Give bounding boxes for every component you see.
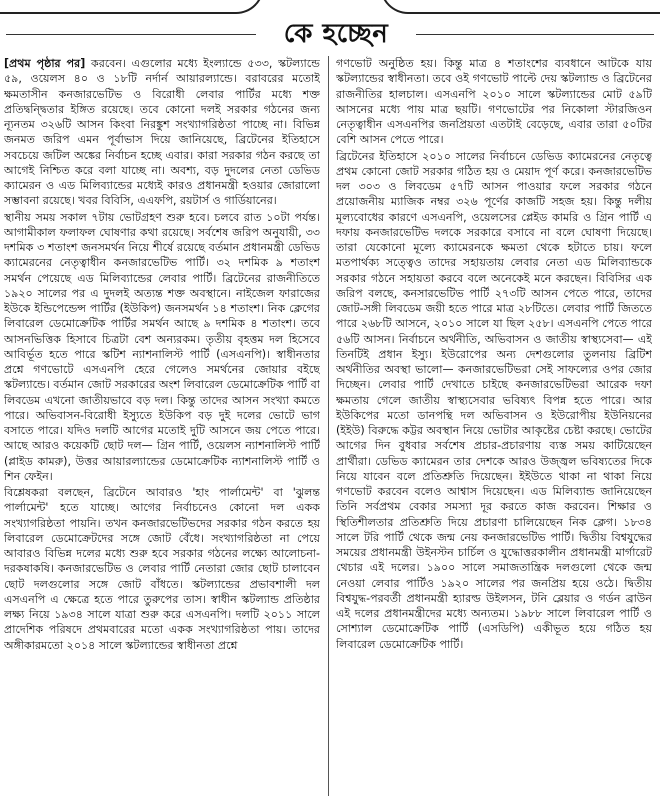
column-divider [328,56,329,796]
headline-rule-right [416,34,654,35]
top-border-arc-right [380,0,660,14]
article-paragraph: ব্রিটেনের ইতিহাসে ২০১০ সালের নির্বাচনে ডেভিড ক্যামেরনের নেতৃত্বে প্রথম কোনো জোট সরকার গঠিত হয় ও মেয়াদ পূর্ণ করে। কনজারভেটিভ দল ৩০৩ ও লিবডেম ৫৭টি আসন পাওয়ার ফলে সরকার গঠনে প্রয়োজনীয় ম্যাজিক নম্বর ৩২৬ পূর্ণের কাজটি সহজ হয়। কিন্তু দলীয় মূল্যবোধের কারণে এসএনপি, ওয়েলসের প্লেইড কামরি ও গ্রিন পার্টি এ দফায় কনজারভেটিভ দলকে সরকারে বসাবে না বলে ঘোষণা দিয়েছে। তারা যেকোনো মূল্যে ক্যামেরনকে ক্ষমতা থেকে হটাতে চায়। ফলে মতপার্থক্য সত্ত্বেও তাদের সহায়তায় লেবার নেতা এড মিলিব্যান্ডকে সরকার গঠনে সহায়তা করবে বলে অনেকেই মনে করছেন। বিবিসির এক জরিপ বলছে, কনসারভেটিভ পার্টি ২৭৩টি আসন পেতে পারে, তাদের জোট-সঙ্গী লিবডেম জয়ী হতে পারে মাত্র ২৮টিতে। লেবার পার্টি জিততে পারে ২৬৮টি আসনে, ২০১০ সালে যা ছিল ২৫৮। এসএনপি পেতে পারে ৫৬টি আসন। নির্বাচনে অর্থনীতি, অভিবাসন ও জাতীয় স্বাস্থ্যসেবা— এই তিনটিই প্রধান ইস্যু। ইউরোপের অন্য দেশগুলোর তুলনায় ব্রিটিশ অর্থনীতির অবস্থা ভালো— কনজারভেটিভরা সেই সাফল্যের ওপর জোর দিচ্ছেন। লেবার পার্টি দেখাতে চাইছে কনজারভেটিভরা আরেক দফা ক্ষমতায় গেলে জাতীয় স্বাস্থ্যসেবার ভবিষ্যৎ বিপন্ন হতে পারে। আর ইউকিপের মতো ডানপন্থি দল অভিবাসন ও ইউরোপীয় ইউনিয়নের (ইইউ) বিরুদ্ধে কট্টর অবস্থান নিয়ে ভোটার আকৃষ্টের চেষ্টা করছে। ভোটের আগের দিন বুধবার সর্বশেষ প্রচার-প্রচারণায় ব্যস্ত সময় কাটিয়েছেন প্রার্থীরা। ডেভিড ক্যামেরন তার দেশকে আরও উজ্জ্বল ভবিষ্যতের দিকে নিয়ে যাবেন বলে প্রতিশ্রুতি দিয়েছেন। ইইউতে থাকা না থাকা নিয়ে গণভোট করবেন বলেও আশ্বাস দিয়েছেন। এড মিলিব্যান্ড জানিয়েছেন তিনি সর্বপ্রথম বেকার সমস্যা দূর করতে কাজ করবেন। শিক্ষার ও স্থিতিশীলতার প্রতিশ্রুতি দিয়ে প্রচারণা চালিয়েছেন নিক ক্লেগ। ১৮৩৪ সালে টরি পার্টি থেকে জন্ম নেয় কনজারভেটিভ পার্টি। দ্বিতীয় বিশ্বযুদ্ধের সময়ের প্রধানমন্ত্রী উইনস্টন চার্চিল ও যুদ্ধোত্তরকালীন প্রধানমন্ত্রী মার্গারেট থেচার এই দলের। ১৯০০ সালে সমাজতান্ত্রিক দলগুলো থেকে জন্ম নেওয়া লেবার পার্টিও ১৯২০ সালের পর জনপ্রিয় হয়ে ওঠে। দ্বিতীয় বিশ্বযুদ্ধ-পরবর্তী প্রধানমন্ত্রী হ্যারল্ড উইলসন, টনি ব্লেয়ার ও গর্ডন ব্রাউন এই দলের প্রধানমন্ত্রীদের মধ্যে অন্যতম। ১৯৮৮ সালে লিবারেল পার্টি ও সোশ্যাল ডেমোক্রেটিক পার্টি (এসডিপি) একীভূত হয়ে গঠিত হয় লিবারেল ডেমোক্রেটিক পার্টি। [336,149,652,651]
article-paragraph: বিশ্লেষকরা বলছেন, ব্রিটেনে আবারও 'হাং পার্লামেন্ট' বা 'ঝুলন্ত পার্লামেন্ট' হতে যাচ্ছে। আগের নির্বাচনেও কোনো দল একক সংখ্যাগরিষ্ঠতা পায়নি। তখন কনজারভেটিভদের সরকার গঠন করতে হয় লিবারেল ডেমোক্রেটদের সঙ্গে জোট বেঁধে। সংখ্যাগরিষ্ঠতা না পেয়ে আবারও বিভিন্ন দলের মধ্যে শুরু হবে সরকার গঠনের লক্ষ্যে আলোচনা-দরকষাকষি। কনজারভেটিভ ও লেবার পার্টি নেতারা জোর ছোট চালাবেন ছোট দলগুলোর সঙ্গে জোট বাঁধতে। স্কটল্যান্ডের প্রভাবশালী দল এসএনপি এ ক্ষেত্রে হতে পারে তুরুপের তাস। স্বাধীন স্কটল্যান্ড প্রতিষ্ঠার লক্ষ্য নিয়ে ১৯৩৪ সালে যাত্রা শুরু করে এসএনপি। দলটি ২০১১ সালে প্রাদেশিক পরিষদে প্রথমবারের মতো একক সংখ্যাগরিষ্ঠতা পায়। তাদের অঙ্গীকারমতো ২০১৪ সালে স্কটল্যান্ডের স্বাধীনতা প্রশ্নে [4,486,320,652]
headline-rule-left [6,34,256,35]
headline-band [6,14,654,54]
top-border-arc-left [0,0,264,14]
article-paragraph [4,56,320,209]
top-border-decoration [0,0,660,14]
article-column-right [336,56,652,796]
paragraph-text: করবেন। এগুলোর মধ্যে ইংল্যান্ডে ৫৩৩, স্কটল্যান্ডে ৫৯, ওয়েলস ৪০ ও ১৮টি নর্দার্ন আয়ারল্যান্ডে। বরাবরের মতোই ক্ষমতাসীন কনজারভেটিভ ও বিরোধী লেবার পার্টির মধ্যে শক্ত প্রতিদ্বন্দ্বিতার ইঙ্গিত রয়েছে। তবে কোনো দলই সরকার গঠনের জন্য ন্যূনতম ৩২৬টি আসন কিংবা নিরঙ্কুশ সংখ্যাগরিষ্ঠতা পাচ্ছে না। বিভিন্ন জনমত জরিপ এমন পূর্বাভাস দিয়ে জানিয়েছে, ব্রিটেনের ইতিহাসে সবচেয়ে জটিল অঙ্কের নির্বাচন হচ্ছে এবার। কারা সরকার গঠন করছে তা আগেই নিশ্চিত করে বলা যাচ্ছে না। অবশ্য, বড় দুদলের নেতা ডেভিড ক্যামেরন ও এড মিলিব্যান্ডের মধ্যেই কারও প্রধানমন্ত্রী হওয়ার জোরালো সম্ভাবনা রয়েছে। খবর বিবিসি, এএফপি, রয়টার্স ও গার্ডিয়ানের। [4,57,320,208]
headline: কে হচ্ছেন [283,19,389,49]
article-paragraph: স্থানীয় সময় সকাল ৭টায় ভোটগ্রহণ শুরু হবে। চলবে রাত ১০টা পর্যন্ত। আগামীকাল ফলাফল ঘোষণার কথা রয়েছে। সর্বশেষ জরিপ অনুযায়ী, ৩৩ দশমিক ৩ শতাংশ জনসমর্থন নিয়ে শীর্ষে রয়েছে বর্তমান প্রধানমন্ত্রী ডেভিড ক্যামেরনের নেতৃত্বাধীন কনজারভেটিভ পার্টি। ৩২ দশমিক ৯ শতাংশ সমর্থন পেয়েছে এড মিলিব্যান্ডের লেবার পার্টি। ব্রিটেনের রাজনীতিতে ১৯২০ সালের পর এ দুদলই অত্যন্ত শক্ত অবস্থানে। নাইজেল ফারাজের ইউকে ইন্ডিপেন্ডেন্স পার্টির (ইউকিপ) জনসমর্থন ১৪ শতাংশ। নিক ক্লেগের লিবারেল ডেমোক্রেটিক পার্টির সমর্থন আছে ৯ দশমিক ৪ শতাংশ। তবে আসনভিত্তিক হিসাবে চিত্রটা বেশ অন্যরকম। তৃতীয় বৃহত্তম দল হিসেবে আবির্ভূত হতে পারে স্কটিশ ন্যাশনালিস্ট পার্টি (এসএনপি)। স্বাধীনতার প্রশ্নে গণভোটে এসএনপি হেরে গেলেও সমর্থনের জোয়ার বইছে স্কটল্যান্ডে। বর্তমান জোট সরকারের অংশ লিবারেল ডেমোক্রেটিক পার্টি বা লিবডেম এখনো জাতীয়ভাবে বড় দল। কিন্তু তাদের আসন সংখ্যা কমতে পারে। অভিবাসন-বিরোধী ইস্যুতে ইউকিপ বড় দুই দলের ভোটে ভাগ বসাতে পারে। যদিও দলটি আগের মতোই দুটি আসনে জয় পেতে পারে। আছে আরও কয়েকটি ছোট দল— গ্রিন পার্টি, ওয়েলস ন্যাশনালিস্ট পার্টি (প্লাইড কামরু), উত্তর আয়ারল্যান্ডের ডেমোক্রেটিক ন্যাশনালিস্ট পার্টি ও শিন ফেইন। [4,210,320,483]
continued-from-label: [প্রথম পৃষ্ঠার পর] [4,57,86,70]
article-column-left [4,56,320,796]
article-paragraph: গণভোট অনুষ্ঠিত হয়। কিন্তু মাত্র ৪ শতাংশের ব্যবধানে আটকে যায় স্কটল্যান্ডের স্বাধীনতা। তবে ওই গণভোট পাল্টে দেয় স্কটল্যান্ড ও ব্রিটেনের রাজনীতির হালচাল। এসএনপি ২০১০ সালে স্কটল্যান্ডের মোট ৫৯টি আসনের মধ্যে পায় মাত্র ছয়টি। গণভোটের পর নিকোলা স্টারজিওন নেতৃত্বাধীন এসএনপির জনপ্রিয়তা এতটাই বেড়েছে, এবার তারা ৫০টির বেশি আসন পেতে পারে। [336,57,652,147]
